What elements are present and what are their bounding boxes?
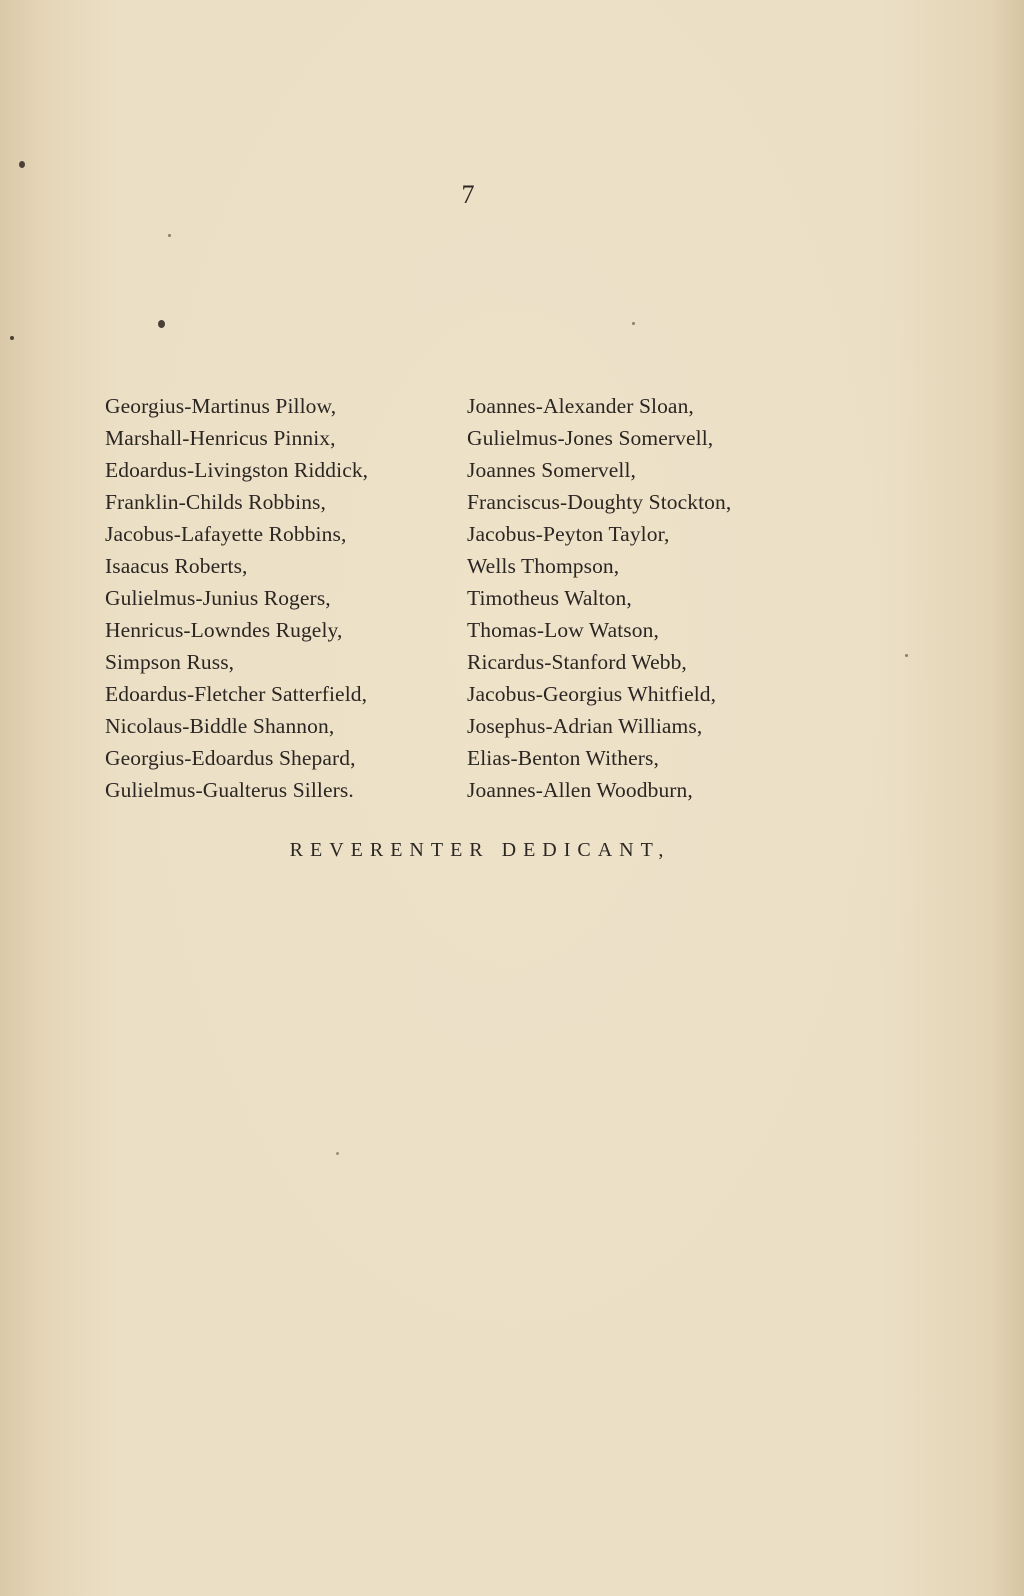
name-entry: Joannes-Alexander Sloan, bbox=[467, 394, 694, 418]
ink-speck bbox=[10, 336, 14, 340]
name-entry: Thomas-Low Watson, bbox=[467, 618, 659, 642]
ink-speck bbox=[158, 320, 165, 328]
name-entry: Simpson Russ, bbox=[105, 650, 235, 674]
ink-speck bbox=[168, 234, 171, 237]
name-entry: Isaacus Roberts, bbox=[105, 554, 248, 578]
name-entry: Joannes Somervell, bbox=[467, 458, 636, 482]
page-number: 7 bbox=[461, 180, 475, 209]
name-entry: Ricardus-Stanford Webb, bbox=[467, 650, 687, 674]
ink-speck bbox=[19, 161, 25, 168]
dedication-line: REVERENTER DEDICANT, bbox=[289, 839, 671, 861]
ink-speck bbox=[336, 1152, 339, 1155]
name-entry: Wells Thompson, bbox=[467, 554, 620, 578]
name-entry: Timotheus Walton, bbox=[467, 586, 632, 610]
name-entry: Georgius-Edoardus Shepard, bbox=[105, 746, 356, 770]
name-entry: Gulielmus-Junius Rogers, bbox=[105, 586, 331, 610]
name-entry: Joannes-Allen Woodburn, bbox=[467, 778, 693, 802]
name-entry: Edoardus-Livingston Riddick, bbox=[105, 458, 369, 482]
ink-speck bbox=[632, 322, 635, 325]
name-entry: Marshall-Henricus Pinnix, bbox=[105, 426, 336, 450]
name-entry: Henricus-Lowndes Rugely, bbox=[105, 618, 343, 642]
name-entry: Gulielmus-Gualterus Sillers. bbox=[105, 778, 354, 802]
name-entry: Gulielmus-Jones Somervell, bbox=[467, 426, 714, 450]
name-entry: Elias-Benton Withers, bbox=[467, 746, 659, 770]
name-entry: Edoardus-Fletcher Satterfield, bbox=[105, 682, 368, 706]
name-entry: Nicolaus-Biddle Shannon, bbox=[105, 714, 335, 738]
names-column-right bbox=[467, 390, 731, 806]
name-entry: Jacobus-Georgius Whitfield, bbox=[467, 682, 717, 706]
name-entry: Josephus-Adrian Williams, bbox=[467, 714, 703, 738]
name-entry: Franciscus-Doughty Stockton, bbox=[467, 490, 732, 514]
name-entry: Jacobus-Peyton Taylor, bbox=[467, 522, 670, 546]
name-entry: Georgius-Martinus Pillow, bbox=[105, 394, 337, 418]
ink-speck bbox=[905, 654, 908, 657]
name-entry: Jacobus-Lafayette Robbins, bbox=[105, 522, 347, 546]
name-entry: Franklin-Childs Robbins, bbox=[105, 490, 327, 514]
names-column-left bbox=[105, 390, 368, 806]
